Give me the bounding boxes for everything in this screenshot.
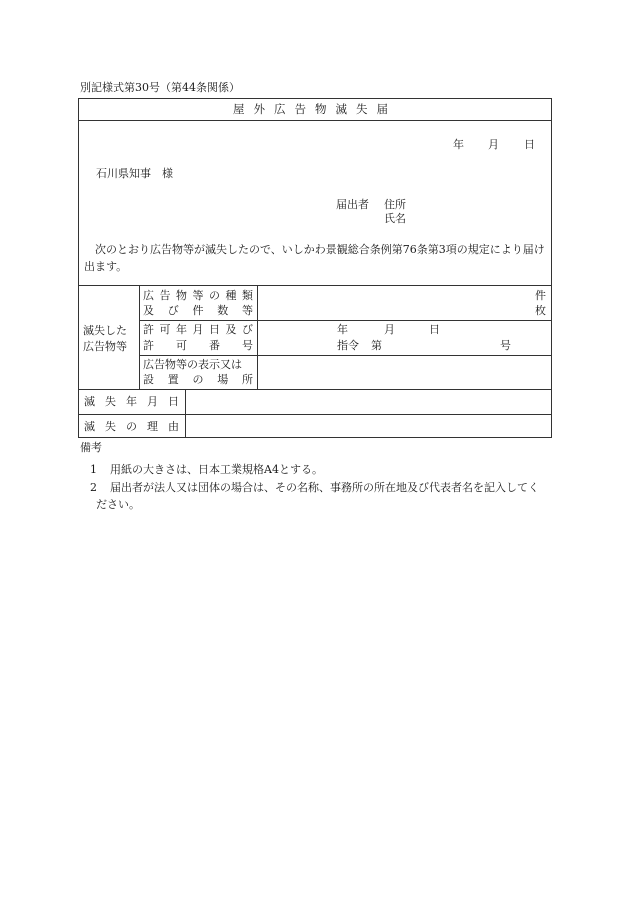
row5-label: 滅失の理由 xyxy=(84,420,179,433)
note-2-number: 2 xyxy=(90,481,97,494)
row3-label-line1: 広告物等の表示又は xyxy=(143,358,242,371)
group-column-line xyxy=(139,285,140,389)
row4-divider xyxy=(78,414,552,415)
row3-label-line2: 設置の場所 xyxy=(143,373,253,386)
addressee: 石川県知事 様 xyxy=(96,167,173,180)
note-1-text: 用紙の大きさは、日本工業規格A4とする。 xyxy=(110,463,323,476)
row2-year-label: 年 xyxy=(337,323,348,336)
date-year-label: 年 xyxy=(453,138,464,151)
row2-label-line2: 許可番号 xyxy=(143,339,253,352)
row1-label-line2: 及び件数等 xyxy=(143,304,253,317)
title-divider xyxy=(78,120,552,121)
row4-label: 滅失年月日 xyxy=(84,395,179,408)
row2-go-label: 号 xyxy=(500,339,511,352)
row2-label-line1: 許可年月日及び xyxy=(143,323,253,336)
notifier-address-label: 住所 xyxy=(384,198,406,211)
row3-divider xyxy=(78,389,552,390)
body-text: 次のとおり広告物等が滅失したので、いしかわ景観総合条例第76条第3項の規定により届け出ます。 xyxy=(84,243,545,273)
note-1-number: 1 xyxy=(90,463,97,476)
row2-day-label: 日 xyxy=(429,323,440,336)
notifier-label: 届出者 xyxy=(336,198,369,211)
row1-divider xyxy=(139,320,552,321)
note-2-text: 届出者が法人又は団体の場合は、その名称、事務所の所在地及び代表者名を記入してください。 xyxy=(96,481,539,511)
group-label-line2: 広告物等 xyxy=(83,340,127,353)
group-label-line1: 滅失した xyxy=(83,324,127,337)
row2-designation-label: 指令 xyxy=(337,339,359,352)
row2-divider xyxy=(139,355,552,356)
row1-unit-sheets: 枚 xyxy=(535,304,546,317)
notifier-name-label: 氏名 xyxy=(384,212,406,225)
label-column-line xyxy=(257,285,258,389)
notes-title: 備考 xyxy=(80,441,102,454)
form-reference: 別記様式第30号（第44条関係） xyxy=(80,81,240,94)
date-day-label: 日 xyxy=(524,138,535,151)
date-month-label: 月 xyxy=(488,138,499,151)
row1-label-line1: 広告物等の種類 xyxy=(143,289,253,302)
table-top-divider xyxy=(78,285,552,286)
row2-month-label: 月 xyxy=(384,323,395,336)
lower-label-column-line xyxy=(185,389,186,438)
form-title: 屋外広告物滅失届 xyxy=(233,102,397,116)
row1-unit-items: 件 xyxy=(535,289,546,302)
row2-dai-label: 第 xyxy=(371,339,382,352)
